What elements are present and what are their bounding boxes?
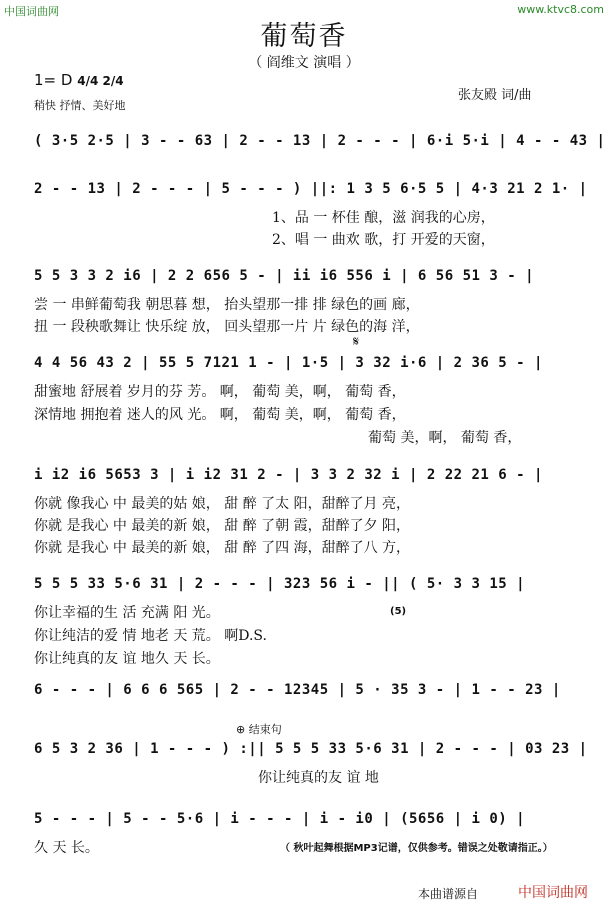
ending-marker	[236, 721, 282, 737]
lyric-verse2-line2: 扭 一 段秧歌舞让 快乐绽 放， 回头望那一片 片 绿色的海 洋，	[34, 319, 420, 335]
lyric-ending-line1: 你让纯真的友 谊 地	[258, 770, 379, 786]
key-signature	[34, 71, 124, 89]
lyric-verse1-line5: 你让幸福的生 活 充满 阳 光。	[34, 605, 220, 621]
key-label: 1= D	[34, 71, 73, 89]
music-line-5: i i2 i6 5653 3 | i i2 31 2 - | 3 3 2 32 i | 2 22 21 6 - |	[34, 467, 543, 483]
song-title: 葡萄香	[260, 21, 348, 52]
lyric-verse3-line3: 葡萄 美，啊， 葡萄 香，	[368, 430, 522, 446]
time-signature: 4/4 2/4	[77, 74, 124, 88]
lyric-verse1-line3: 甜蜜地 舒展着 岁月的芬 芳。 啊， 葡萄 美，啊， 葡萄 香，	[34, 384, 406, 400]
tempo-marking: 稍快 抒情、美好地	[34, 99, 126, 112]
coda-icon: ⊕	[236, 723, 246, 736]
lyric-verse1-line4: 你就 像我心 中 最美的姑 娘， 甜 醉 了太 阳，甜醉了月 亮，	[34, 496, 411, 512]
music-line-4: 4 4 56 43 2 | 55 5 7121 1 - | 1·5 | 3 32 i·6 | 2 36 5 - |	[34, 355, 543, 371]
lyric-verse3-line4: 你就 是我心 中 最美的新 娘， 甜 醉 了四 海，甜醉了八 方，	[34, 540, 411, 556]
lyric-verse1-line1: 1、品 一 杯佳 酿，滋 润我的心房，	[272, 210, 495, 226]
segno-mark: 𝄋	[353, 334, 360, 350]
lyric-verse2-line1: 2、唱 一 曲欢 歌，打 开爱的天窗，	[272, 232, 495, 248]
lyric-ending-line2: 久 天 长。	[34, 840, 99, 856]
repeat-five-mark: (5)	[390, 606, 407, 617]
source-label: 本曲谱源自	[418, 887, 479, 901]
lyric-verse1-line2: 尝 一 串鲜葡萄我 朝思暮 想， 抬头望那一排 排 绿色的画 廊，	[34, 297, 420, 313]
music-line-7: 6 - - - | 6 6 6 565 | 2 - - 12345 | 5 · 35 3 - | 1 - - 23 |	[34, 682, 561, 698]
music-line-3: 5 5 3 3 2 i6 | 2 2 656 5 - | ii i6 556 i | 6 56 51 3 - |	[34, 268, 535, 284]
singer-credit: （ 阎维文 演唱 ）	[248, 55, 360, 71]
music-line-1: ( 3·5 2·5 | 3 - - 63 | 2 - - 13 | 2 - - - | 6·i 5·i | 4 - - 43 |	[34, 133, 606, 149]
footnote: （ 秋叶起舞根据MP3记谱，仅供参考。错误之处敬请指正。）	[280, 843, 553, 854]
music-line-2: 2 - - 13 | 2 - - - | 5 - - - ) ||: 1 3 5 6·5 5 | 4·3 21 2 1· |	[34, 181, 588, 197]
lyric-verse3-line5: 你让纯真的友 谊 地久 天 长。	[34, 651, 220, 667]
lyric-verse2-line5: 你让纯洁的爱 情 地老 天 荒。 啊D.S.	[34, 628, 267, 644]
music-line-8: 6 5 3 2 36 | 1 - - - ) :|| 5 5 5 33 5·6 31 | 2 - - - | 03 23 |	[34, 741, 588, 757]
music-line-9: 5 - - - | 5 - - 5·6 | i - - - | i - i0 | (5656 | i 0) |	[34, 811, 526, 827]
lyric-verse2-line3: 深情地 拥抱着 迷人的风 光。 啊， 葡萄 美，啊， 葡萄 香，	[34, 407, 406, 423]
music-line-6: 5 5 5 33 5·6 31 | 2 - - - | 323 56 i - || ( 5· 3 3 15 |	[34, 576, 526, 592]
watermark-right: www.ktvc8.com	[517, 3, 604, 16]
ending-label: 结束句	[248, 723, 282, 736]
watermark-left: 中国词曲网	[4, 5, 59, 18]
lyric-verse2-line4: 你就 是我心 中 最美的新 娘， 甜 醉 了朝 霞，甜醉了夕 阳，	[34, 518, 411, 534]
source-name: 中国词曲网	[518, 885, 588, 901]
author-credit: 张友殿 词/曲	[458, 88, 532, 103]
